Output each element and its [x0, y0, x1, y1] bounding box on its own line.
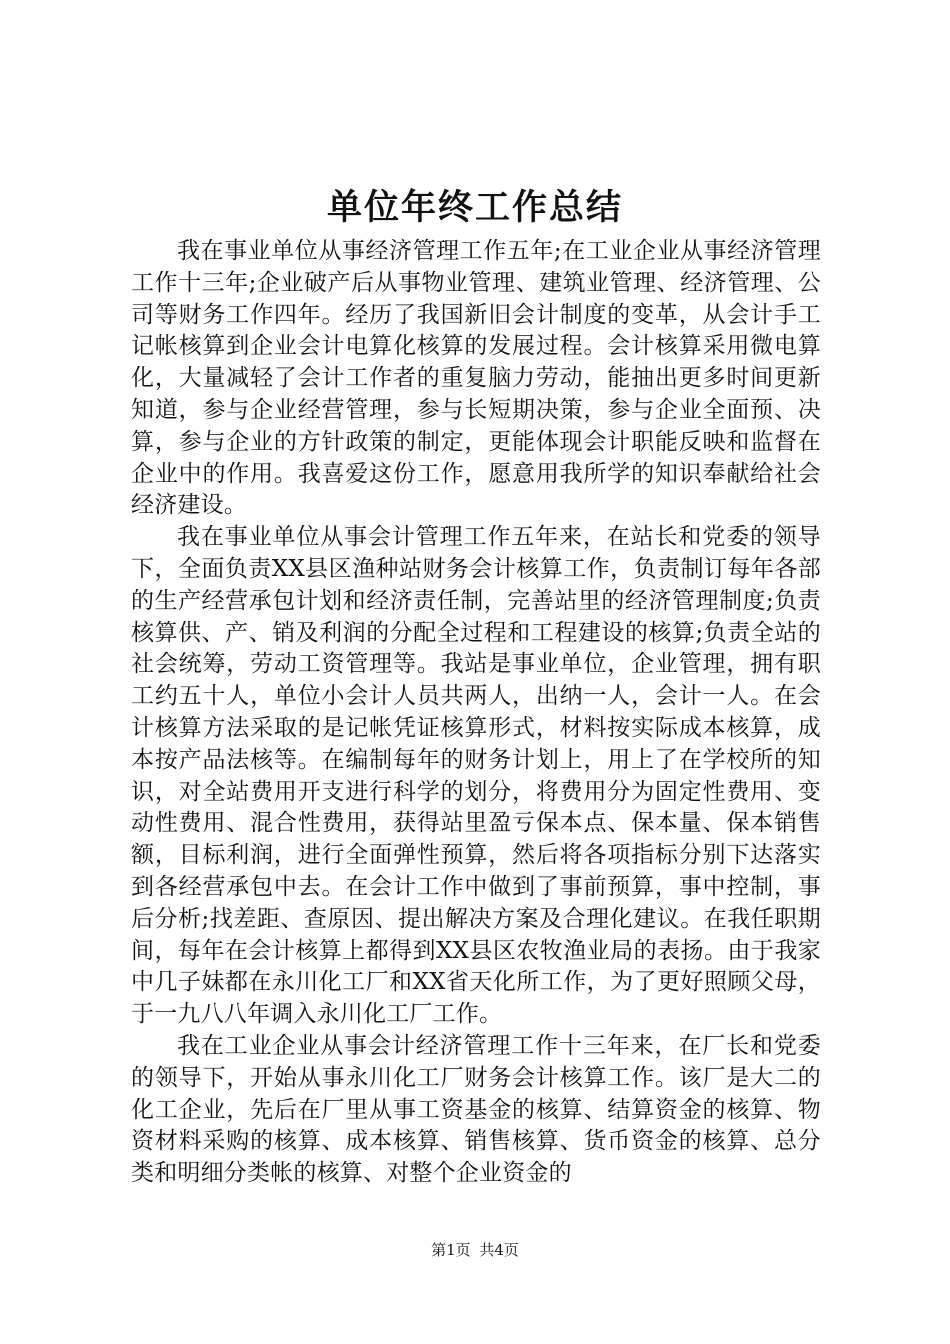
paragraph-2: 我在事业单位从事会计管理工作五年来，在站长和党委的领导下，全面负责XX县区渔种站财务会计核算工作，负责制订每年各部的生产经营承包计划和经济责任制，完善站里的经济管理制度;负责核算供、产、销及利润的分配全过程和工程建设的核算;负责全站的社会统筹，劳动工资管理等。我站是事业单位，企业管理，拥有职工约五十人，单位小会计人员共两人，出纳一人，会计一人。在会计核算方法采取的是记帐凭证核算形式，材料按实际成本核算，成本按产品法核等。在编制每年的财务计划上，用上了在学校所的知识，对全站费用开支进行科学的划分，将费用分为固定性费用、变动性费用、混合性费用，获得站里盈亏保本点、保本量、保本销售额，目标利润，进行全面弹性预算，然后将各项指标分别下达落实到各经营承包中去。在会计工作中做到了事前预算，事中控制，事后分析;找差距、查原因、提出解决方案及合理化建议。在我任职期间，每年在会计核算上都得到XX县区农牧渔业局的表扬。由于我家中几子妹都在永川化工厂和XX省天化所工作，为了更好照顾父母，于一九八八年调入永川化工厂工作。 [131, 524, 821, 1028]
paragraph-3: 我在工业企业从事会计经济管理工作十三年来，在厂长和党委的领导下，开始从事永川化工厂财务会计核算工作。该厂是大二的化工企业，先后在厂里从事工资基金的核算、结算资金的核算、物资材料采购的核算、成本核算、销售核算、货币资金的核算、总分类和明细分类帐的核算、对整个企业资金的 [131, 1032, 821, 1187]
page-footer [0, 1240, 950, 1260]
document-body [131, 236, 821, 1190]
page-number: 第1页 [431, 1241, 471, 1259]
document-title: 单位年终工作总结 [326, 187, 623, 228]
paragraph-1: 我在事业单位从事经济管理工作五年;在工业企业从事经济管理工作十三年;企业破产后从事物业管理、建筑业管理、经济管理、公司等财务工作四年。经历了我国新旧会计制度的变革，从会计手工记帐核算到企业会计电算化核算的发展过程。会计核算采用微电算化，大量减轻了会计工作者的重复脑力劳动，能抽出更多时间更新知道，参与企业经营管理，参与长短期决策，参与企业全面预、决算，参与企业的方针政策的制定，更能体现会计职能反映和监督在企业中的作用。我喜爱这份工作，愿意用我所学的知识奉献给社会经济建设。 [131, 238, 821, 519]
page-total: 共4页 [479, 1241, 519, 1259]
